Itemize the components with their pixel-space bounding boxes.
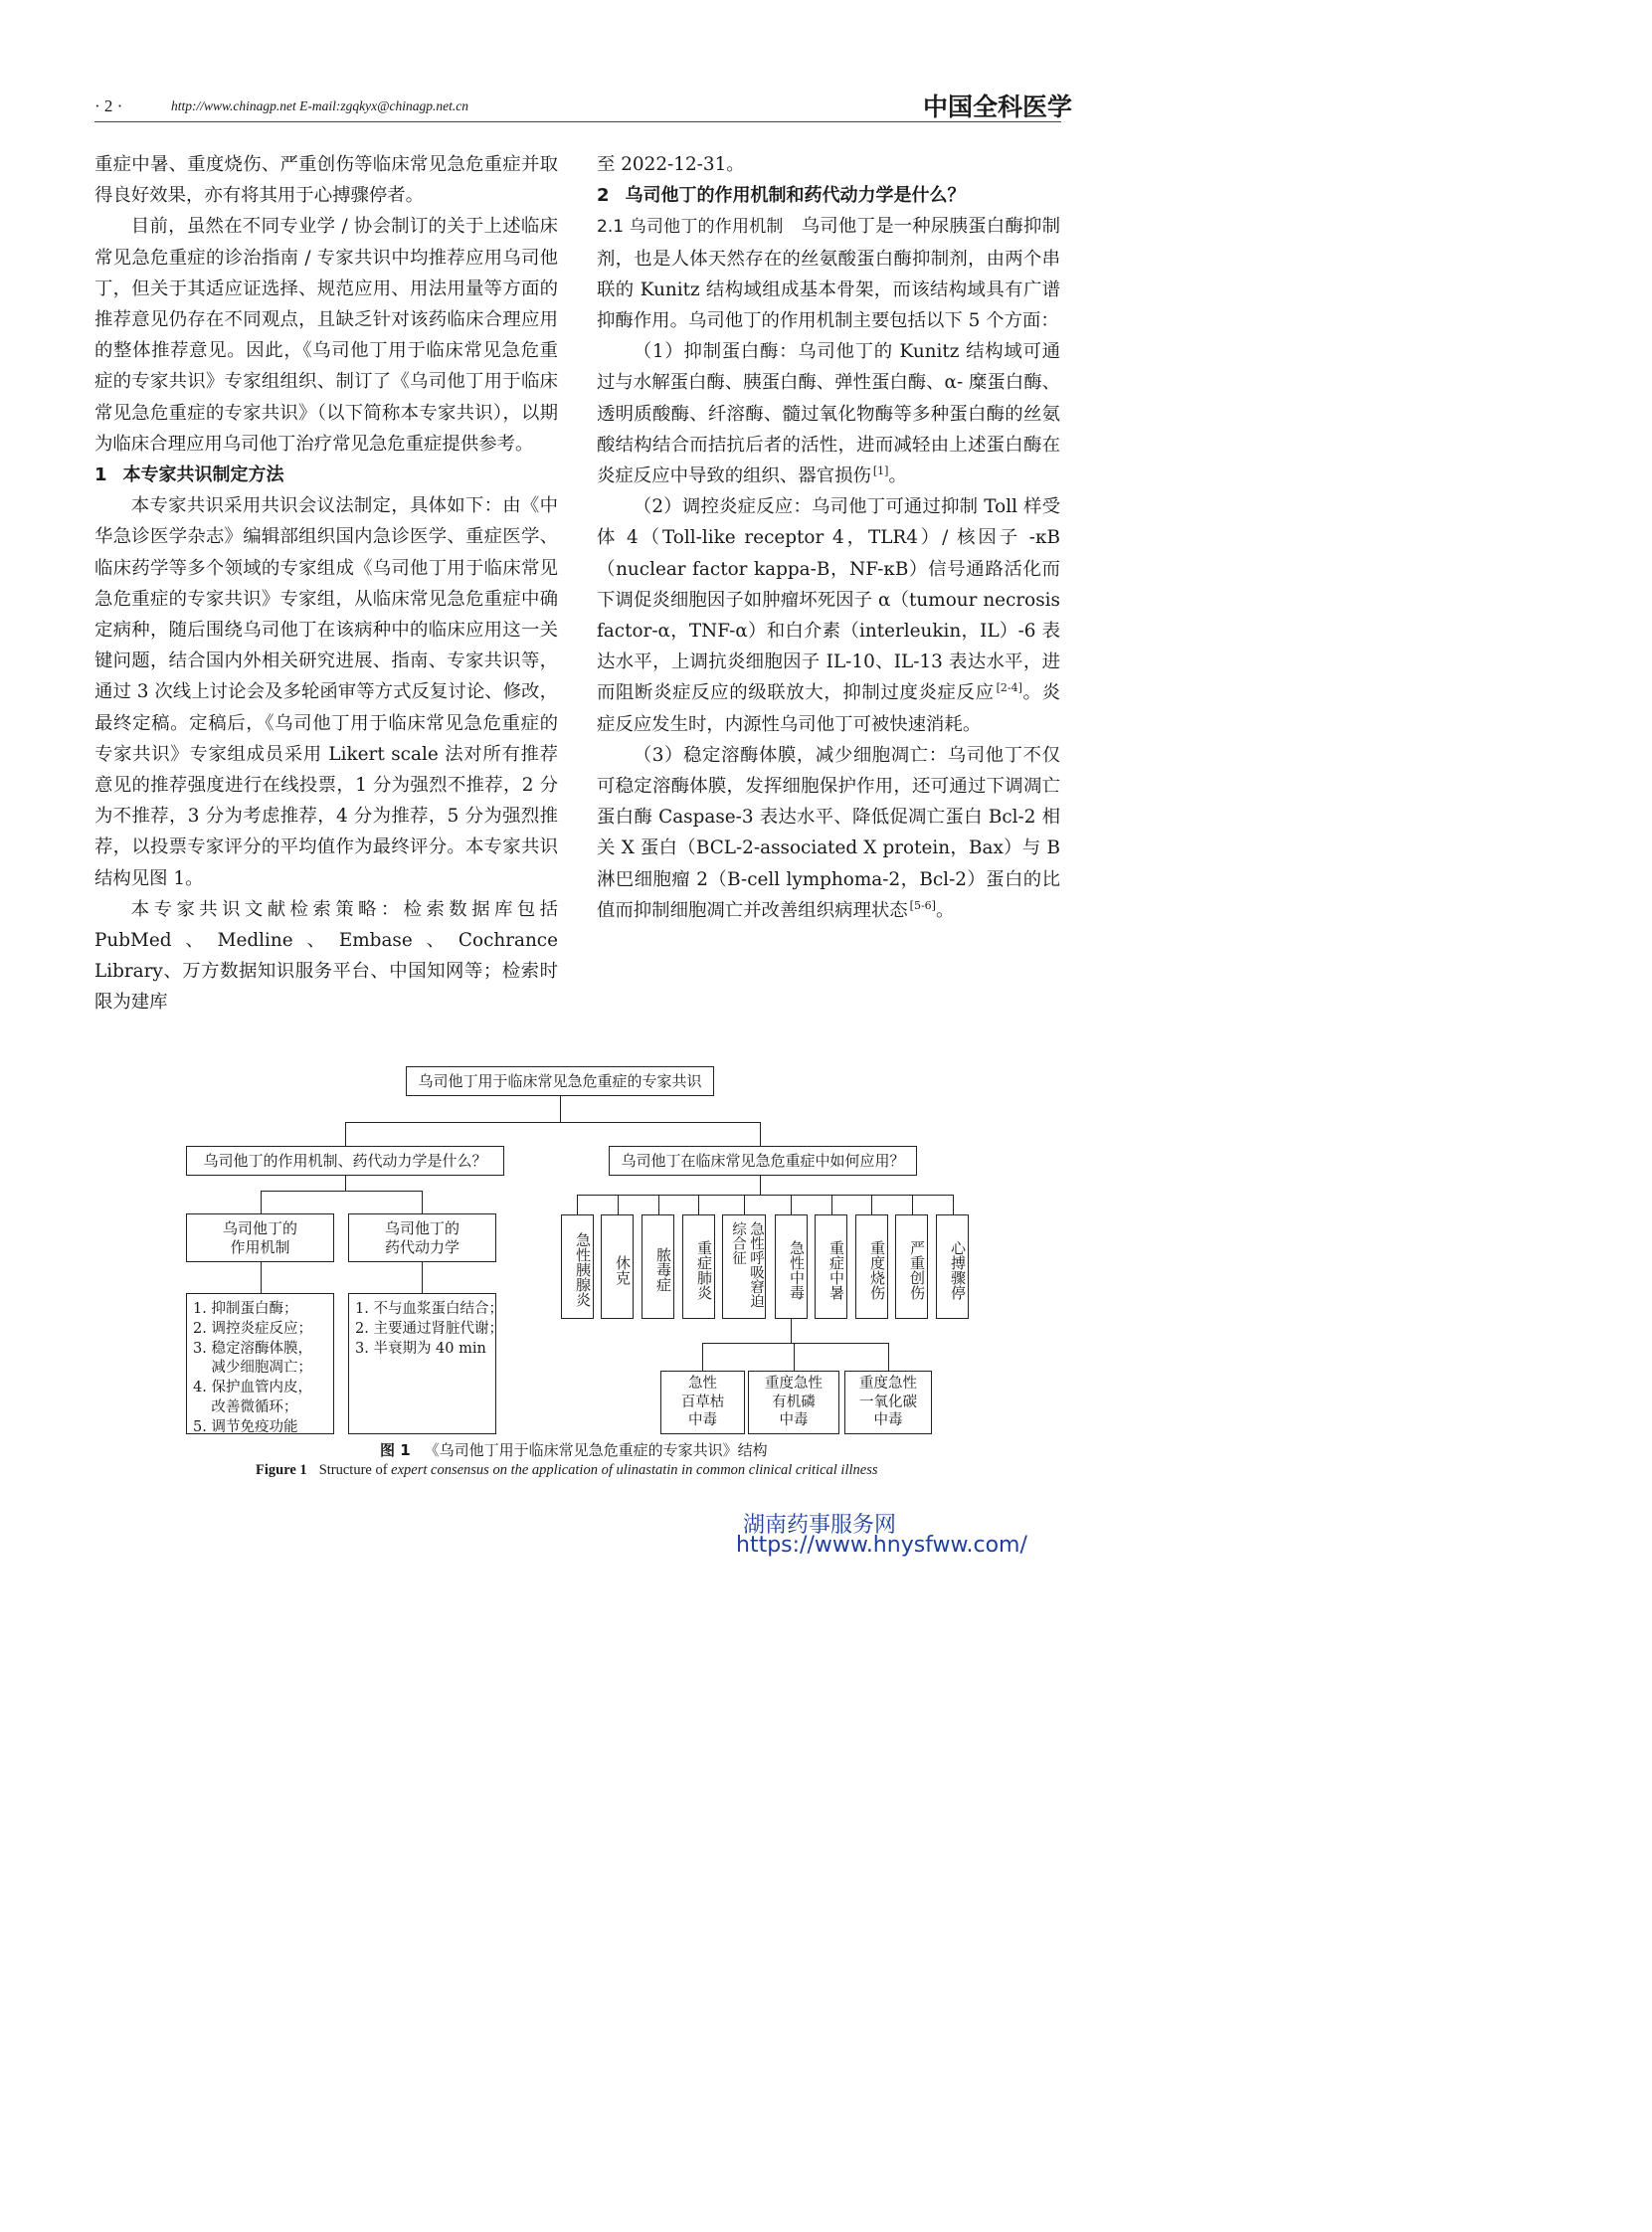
paragraph: 2.1 乌司他丁的作用机制 乌司他丁是一种尿胰蛋白酶抑制剂，也是人体天然存在的丝氨酸蛋白酶抑制剂，由两个串联的 Kunitz 结构域组成基本骨架，而该结构域具有广谱抑酶作用。乌司他丁的作用机制主要包括以下 5 个方面：: [597, 216, 1060, 332]
citation: [1]: [872, 465, 889, 478]
subsection-heading: 2.1 乌司他丁的作用机制: [597, 217, 784, 238]
diagram-list-item: 减少细胞凋亡；: [193, 1360, 312, 1377]
diagram-pk-list: [348, 1293, 503, 1434]
diagram-root-node: 乌司他丁用于临床常见急危重症的专家共识: [406, 1066, 714, 1096]
diagram-branch-mechanism: 乌司他丁的作用机制、药代动力学是什么？: [186, 1146, 504, 1176]
right-column: [597, 149, 1060, 926]
paragraph: （2）调控炎症反应：乌司他丁可通过抑制 Toll 样受体 4（Toll-like receptor 4，TLR4）/ 核因子 -κB（nuclear factor kappa-B，NF-κB）信号通路活化而下调促炎细胞因子如肿瘤坏死因子 α（tumour necrosis factor-α，TNF-α）和白介素（interleukin，IL）-6 表达水平，上调抗炎细胞因子 IL-10、IL-13 表达水平，进而阻断炎症反应的级联放大，抑制过度炎症反应 [2-4]。炎症反应发生时，内源性乌司他丁可被快速消耗。: [597, 496, 1060, 735]
section-heading: 1 本专家共识制定方法: [94, 465, 284, 486]
paragraph: 目前，虽然在不同专业学 / 协会制订的关于上述临床常见急危重症的诊治指南 / 专家共识中均推荐应用乌司他丁，但关于其适应证选择、规范应用、用法用量等方面的推荐意见仍存在不同观点，且缺乏针对该药临床合理应用的整体推荐意见。因此，《乌司他丁用于临床常见急危重症的专家共识》专家组组织、制订了《乌司他丁用于临床常见急危重症的专家共识》（以下简称本专家共识），以期为临床合理应用乌司他丁治疗常见急危重症提供参考。: [94, 216, 558, 455]
diagram-list-item: 2. 调控炎症反应；: [193, 1320, 312, 1337]
diagram-branch-application: 乌司他丁在临床常见急危重症中如何应用？: [609, 1146, 917, 1176]
page-number: · 2 ·: [94, 96, 123, 115]
diagram-poison-paraquat: 急性 百草枯 中毒: [660, 1371, 745, 1434]
paragraph: 至 2022-12-31。: [597, 154, 745, 175]
diagram-disease-node: 急性胰腺炎: [561, 1214, 594, 1319]
diagram-disease-node: 心搏骤停: [936, 1214, 969, 1319]
diagram-list-item: 4. 保护血管内皮，: [193, 1380, 312, 1396]
paragraph: 本专家共识采用共识会议法制定，具体如下：由《中华急诊医学杂志》编辑部组织国内急诊医学、重症医学、临床药学等多个领域的专家组成《乌司他丁用于临床常见急危重症的专家共识》专家组，从临床常见急危重症中确定病种，随后围绕乌司他丁在该病种中的临床应用这一关键问题，结合国内外相关研究进展、指南、专家共识等，通过 3 次线上讨论会及多轮函审等方式反复讨论、修改，最终定稿。定稿后，《乌司他丁用于临床常见急危重症的专家共识》专家组成员采用 Likert scale 法对所有推荐意见的推荐强度进行在线投票，1 分为强烈不推荐，2 分为不推荐，3 分为考虑推荐，4 分为推荐，5 分为强烈推荐，以投票专家评分的平均值作为最终评分。本专家共识结构见图 1。: [94, 495, 558, 889]
diagram-list-item: 5. 调节免疫功能: [193, 1418, 298, 1435]
figure-caption-en: Figure 1 Structure of expert consensus on the application of ulinastatin in common clinical critical illness: [256, 1462, 878, 1478]
diagram-list-item: 3. 半衰期为 40 min: [355, 1340, 486, 1357]
diagram-list-item: 1. 抑制蛋白酶；: [193, 1301, 298, 1317]
diagram-disease-node: 急性中毒: [775, 1214, 808, 1319]
citation: [5-6]: [909, 898, 936, 912]
header-url: http://www.chinagp.net E-mail:zgqkyx@chinagp.net.cn: [171, 98, 468, 113]
watermark-name: 湖南药事服务网: [743, 1513, 897, 1538]
left-column: [94, 149, 558, 1019]
diagram-mechanism-node: 乌司他丁的 作用机制: [186, 1213, 334, 1262]
header-rule: [94, 121, 1061, 122]
diagram-list-item: 改善微循环；: [193, 1398, 298, 1415]
diagram-pk-node: 乌司他丁的 药代动力学: [348, 1213, 496, 1262]
diagram-list-item: 1. 不与血浆蛋白结合；: [355, 1301, 503, 1317]
diagram-list-item: 2. 主要通过肾脏代谢；: [355, 1320, 503, 1337]
diagram-disease-node: 脓毒症: [642, 1214, 674, 1319]
diagram-disease-node: 重症中暑: [815, 1214, 847, 1319]
paragraph: 重症中暑、重度烧伤、严重创伤等临床常见急危重症并取得良好效果，亦有将其用于心搏骤停者。: [94, 154, 558, 207]
section-heading: 2 乌司他丁的作用机制和药代动力学是什么？: [597, 185, 966, 207]
diagram-poison-carbon-monoxide: 重度急性 一氧化碳 中毒: [844, 1371, 932, 1434]
diagram-disease-node: 重症肺炎: [682, 1214, 715, 1319]
paragraph: （3）稳定溶酶体膜，减少细胞凋亡：乌司他丁不仅可稳定溶酶体膜，发挥细胞保护作用，还可通过下调凋亡蛋白酶 Caspase-3 表达水平、降低促凋亡蛋白 Bcl-2 相关 X 蛋白（BCL-2-associated X protein，Bax）与 B 淋巴细胞瘤 2（B-cell lymphoma-2，Bcl-2）蛋白的比值而抑制细胞凋亡并改善组织病理状态 [5-6]。: [597, 744, 1060, 921]
diagram-disease-node: 严重创伤: [895, 1214, 928, 1319]
figure-caption-cn: 图 1 《乌司他丁用于临床常见急危重症的专家共识》结构: [380, 1441, 768, 1459]
diagram-disease-node: 急性呼吸窘迫综合征: [722, 1214, 766, 1319]
paragraph: （1）抑制蛋白酶：乌司他丁的 Kunitz 结构域可通过与水解蛋白酶、胰蛋白酶、弹性蛋白酶、α- 糜蛋白酶、透明质酸酶、纤溶酶、髓过氧化物酶等多种蛋白酶的丝氨酸结构结合而拮抗后者的活性，进而减轻由上述蛋白酶在炎症反应中导致的组织、器官损伤 [1]。: [597, 341, 1060, 487]
paragraph: 本专家共识文献检索策略：检索数据库包括 PubMed、Medline、Embase、Cochrance Library、万方数据知识服务平台、中国知网等；检索时限为建库: [94, 898, 558, 1014]
diagram-list-item: 3. 稳定溶酶体膜，: [193, 1340, 312, 1357]
diagram-disease-node: 休克: [601, 1214, 634, 1319]
watermark-url[interactable]: https://www.hnysfww.com/: [736, 1533, 1027, 1558]
citation: [2-4]: [996, 681, 1022, 695]
diagram-disease-node: 重度烧伤: [855, 1214, 888, 1319]
journal-logo: 中国全科医学: [923, 93, 1073, 121]
diagram-poison-organophosphate: 重度急性 有机磷 中毒: [748, 1371, 839, 1434]
diagram-mechanism-list: [186, 1293, 334, 1434]
